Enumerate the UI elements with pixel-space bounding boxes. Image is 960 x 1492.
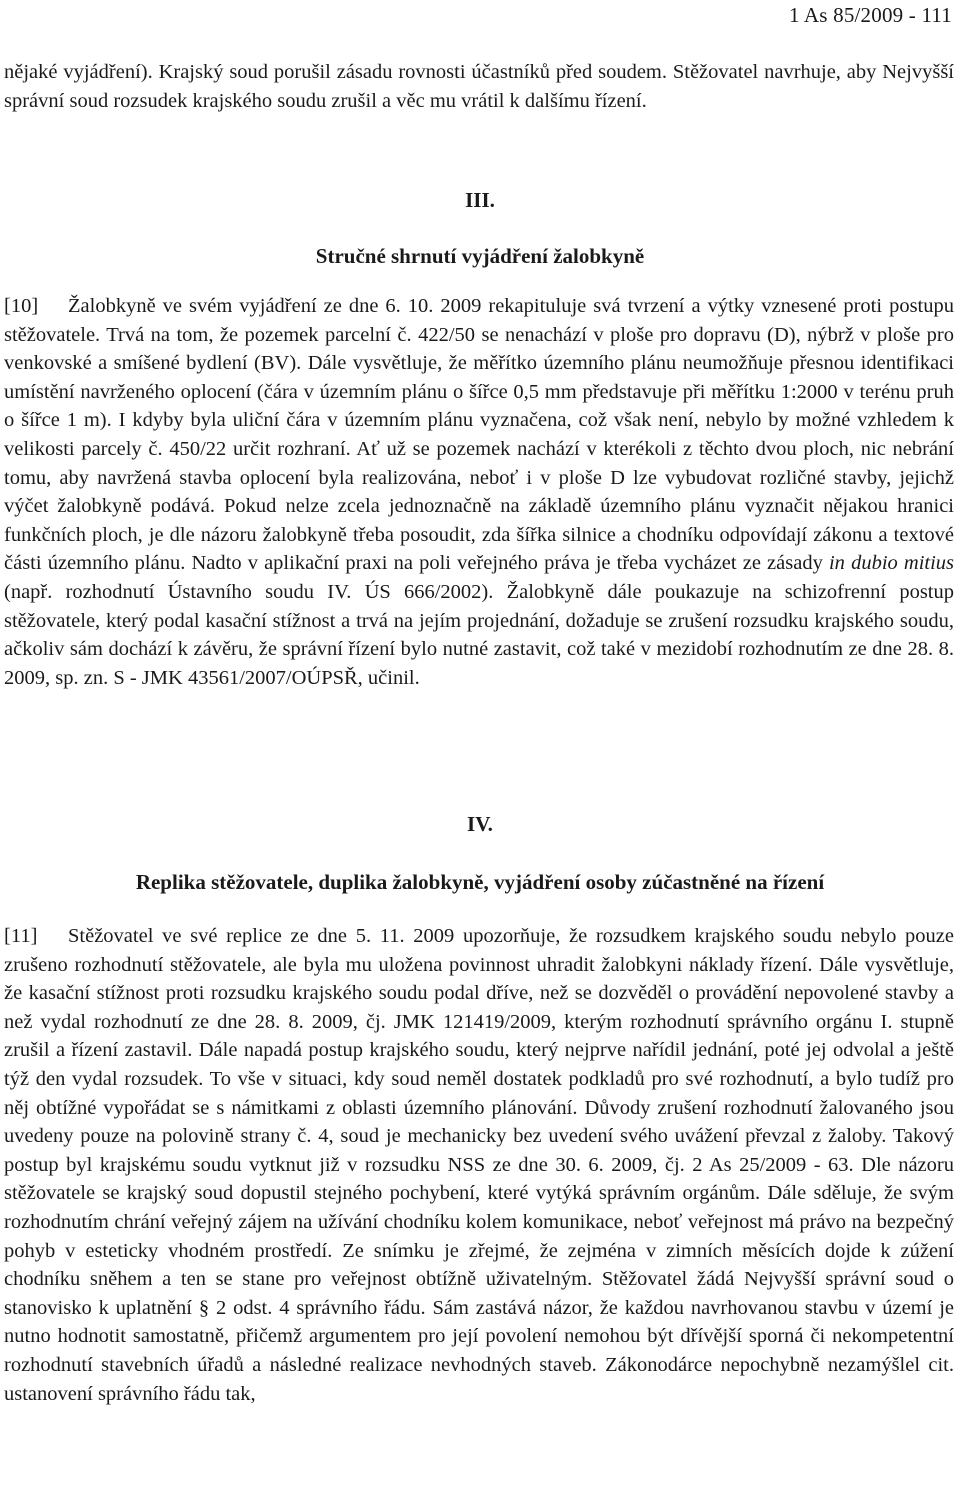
intro-paragraph: nějaké vyjádření). Krajský soud porušil zásadu rovnosti účastníků před soudem. Stěžovatel navrhuje, aby Nejvyšší správní soud rozsudek krajského soudu zrušil a věc mu vrátil k dalšímu řízení. [4, 61, 954, 112]
section-title-iv: Replika stěžovatele, duplika žalobkyně, vyjádření osoby zúčastněné na řízení [135, 870, 825, 894]
latin-phrase: in dubio mitius [828, 552, 955, 575]
section-number-iii: III. [465, 188, 495, 212]
case-reference: 1 As 85/2009 - 111 [788, 3, 952, 27]
section-number-iv: IV. [467, 812, 493, 836]
paragraph-text: Žalobkyně ve svém vyjádření ze dne 6. 10. 2009 rekapituluje svá tvrzení a výtky vznesené proti postupu stěžovatele. Trvá na tom, že pozemek parcelní č. 422/50 se nenachází v ploše pro dopravu (D), nýbrž v ploše pro venkovské a smíšené bydlení (BV). Dále vysvětluje, že měřítko územního plánu neumožňuje přesnou identifikaci umístění navrženého oplocení (čára v územním plánu o šířce 0,5 mm představuje při měřítku 1:2000 v terénu pruh o šířce 1 m). I kdyby byla uliční čára v územním plánu vyznačena, což však není, nebylo by možné vzhledem k velikosti parcely č. 450/22 určit rozhraní. Ať už se pozemek nachází v kterékoli z těchto dvou ploch, nic nebrání tomu, aby navržená stavba oplocení byla realizována, neboť i v ploše D lze vybudovat rozličné stavby, jejichž výčet žalobkyně podává. Pokud nelze zcela jednoznačně na základě územního plánu vyznačit nějakou hranici funkčních ploch, je dle názoru žalobkyně třeba posoudit, zda šířka silnice a chodníku odpovídají zákonu a textové části územního plánu. Nadto v aplikační praxi na poli veřejného práva je třeba vycházet ze zásady [4, 295, 954, 575]
section-title-iii: Stručné shrnutí vyjádření žalobkyně [315, 244, 645, 268]
paragraph-text: Stěžovatel ve své replice ze dne 5. 11. 2009 upozorňuje, že rozsudkem krajského soudu nebylo pouze zrušeno rozhodnutí stěžovatele, ale byla mu uložena povinnost uhradit žalobkyni náklady řízení. Dále vysvětluje, že kasační stížnost proti rozsudku krajského soudu podal dříve, než se dozvěděl o provádění nepovolené stavby a než vydal rozhodnutí ze dne 28. 8. 2009, čj. JMK 121419/2009, kterým rozhodnutí správního orgánu I. stupně zrušil a řízení zastavil. Dále napadá postup krajského soudu, který nejprve nařídil jednání, poté jej odvolal a ještě týž den vydal rozsudek. To vše v situaci, kdy soud neměl dostatek podkladů pro své rozhodnutí, a bylo tudíž pro něj obtížné vypořádat se s námitkami z oblasti územního plánování. Důvody zrušení rozhodnutí žalovaného jsou uvedeny pouze na polovině strany č. 4, soud je mechanicky bez uvedení svého uvážení převzal z žaloby. Takový postup byl krajskému soudu vytknut již v rozsudku NSS ze dne 30. 6. 2009, čj. 2 As 25/2009 - 63. Dle názoru stěžovatele se krajský soud dopustil stejného pochybení, které vytýká správním orgánům. Dále sděluje, že svým rozhodnutím chrání veřejný zájem na užívání chodníku kolem komunikace, neboť veřejnost má právo na bezpečný pohyb v esteticky vhodném prostředí. Ze snímku je zřejmé, že zejména v zimních měsících dojde k zúžení chodníku sněhem a ten se stane pro veřejnost obtížně uživatelným. Stěžovatel žádá Nejvyšší správní soud o stanovisko k uplatnění § 2 odst. 4 správního řádu. Sám zastává názor, že každou navrhovanou stavbu v území je nutno hodnotit samostatně, přičemž argumentem pro její povolení nemohou být dřívější sporná či nekompetentní rozhodnutí stavebních úřadů a následné realizace nevhodných staveb. Zákonodárce nepochybně nezamýšlel cit. ustanovení správního řádu tak, [4, 925, 954, 1405]
paragraph-number: [10] [4, 295, 39, 317]
paragraph-number: [11] [4, 925, 38, 947]
paragraph-11 [4, 922, 954, 1408]
paragraph-text-continued: (např. rozhodnutí Ústavního soudu IV. ÚS 666/2002). Žalobkyně dále poukazuje na schizofrenní postup stěžovatele, který podal kasační stížnost a trvá na jejím projednání, dožaduje se zrušení rozsudku krajského soudu, ačkoliv sám dochází k závěru, že správní řízení bylo nutné zastavit, což také v mezidobí rozhodnutím ze dne 28. 8. 2009, sp. zn. S - JMK 43561/2007/OÚPSŘ, učinil. [4, 580, 954, 689]
paragraph-10 [4, 292, 954, 692]
